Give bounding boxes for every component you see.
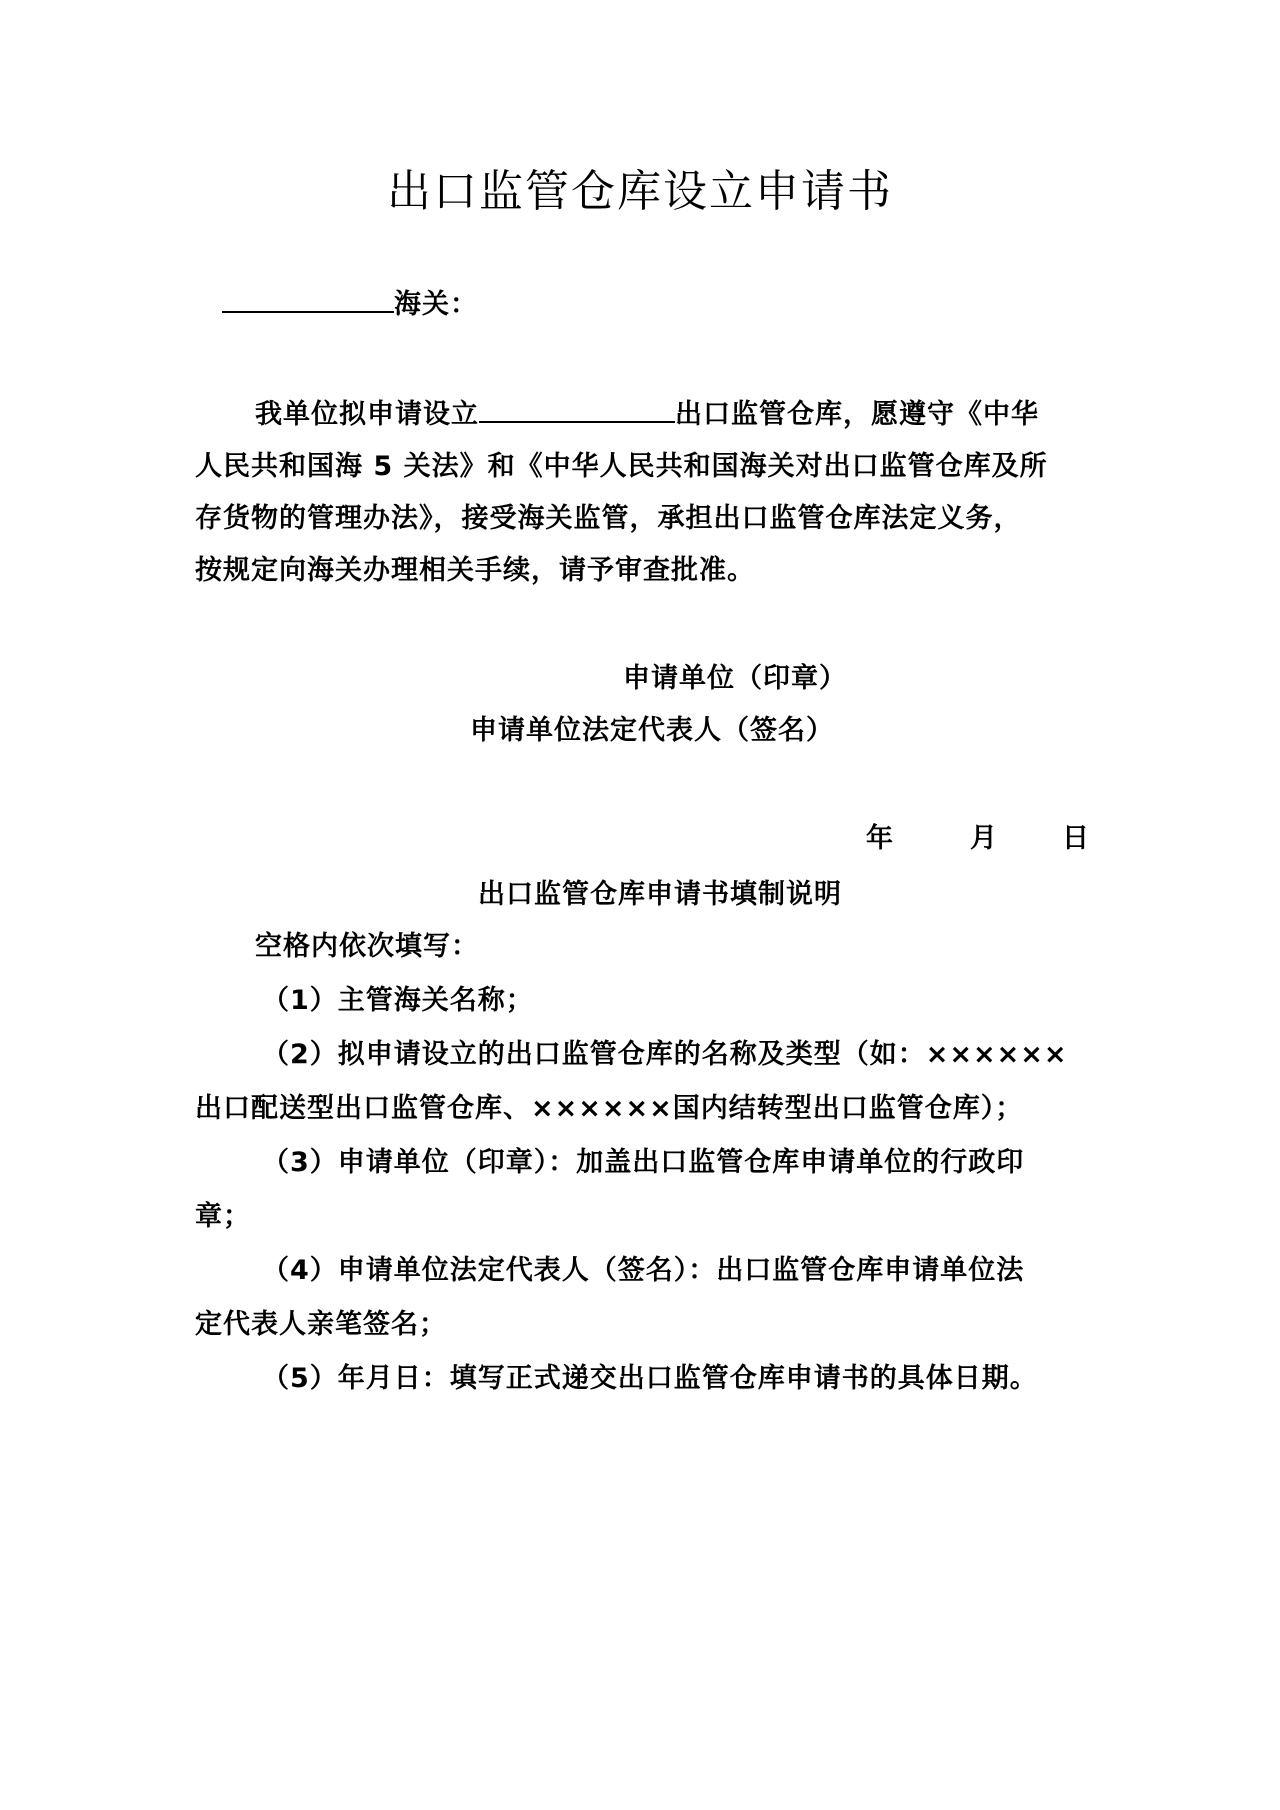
- instruction-item-3-cont: 章；: [195, 1201, 251, 1232]
- date-year: 年: [866, 823, 894, 854]
- customs-name-blank: [222, 283, 394, 313]
- instruction-item-3: （3）申请单位（印章）：加盖出口监管仓库申请单位的行政印: [262, 1147, 1025, 1178]
- instruction-item-2-cont: 出口配送型出口监管仓库、××××××国内结转型出口监管仓库）；: [195, 1093, 1024, 1124]
- body-line-1: [255, 392, 1039, 431]
- instruction-item-4-cont: 定代表人亲笔签名；: [195, 1309, 447, 1340]
- date-month: 月: [970, 823, 998, 854]
- document-title: 出口监管仓库设立申请书: [387, 166, 893, 217]
- instruction-item-5: （5）年月日：填写正式递交出口监管仓库申请书的具体日期。: [262, 1363, 1038, 1394]
- warehouse-name-blank: [479, 393, 675, 423]
- addressee-line: [222, 282, 478, 321]
- instructions-intro: 空格内依次填写：: [255, 931, 479, 962]
- body-line-3: 存货物的管理办法》，接受海关监管，承担出口监管仓库法定义务，: [195, 503, 1022, 534]
- instruction-item-1: （1）主管海关名称；: [262, 985, 534, 1016]
- date-day: 日: [1062, 823, 1090, 854]
- addressee-suffix: 海关：: [394, 289, 478, 320]
- sign-unit-label: 申请单位（印章）: [623, 663, 847, 694]
- body-line-1a: 我单位拟申请设立: [255, 399, 479, 430]
- body-line-4: 按规定向海关办理相关手续，请予审查批准。: [195, 555, 755, 586]
- instruction-item-2: （2）拟申请设立的出口监管仓库的名称及类型（如：××××××: [262, 1039, 1068, 1070]
- sign-rep-label: 申请单位法定代表人（签名）: [470, 715, 834, 746]
- body-line-1b: 出口监管仓库，愿遵守《中华: [675, 399, 1039, 430]
- instructions-title: 出口监管仓库申请书填制说明: [478, 879, 842, 910]
- instruction-item-4: （4）申请单位法定代表人（签名）：出口监管仓库申请单位法: [262, 1255, 1025, 1286]
- body-line-2: 人民共和国海 5 关法》和《中华人民共和国海关对出口监管仓库及所: [195, 451, 1048, 482]
